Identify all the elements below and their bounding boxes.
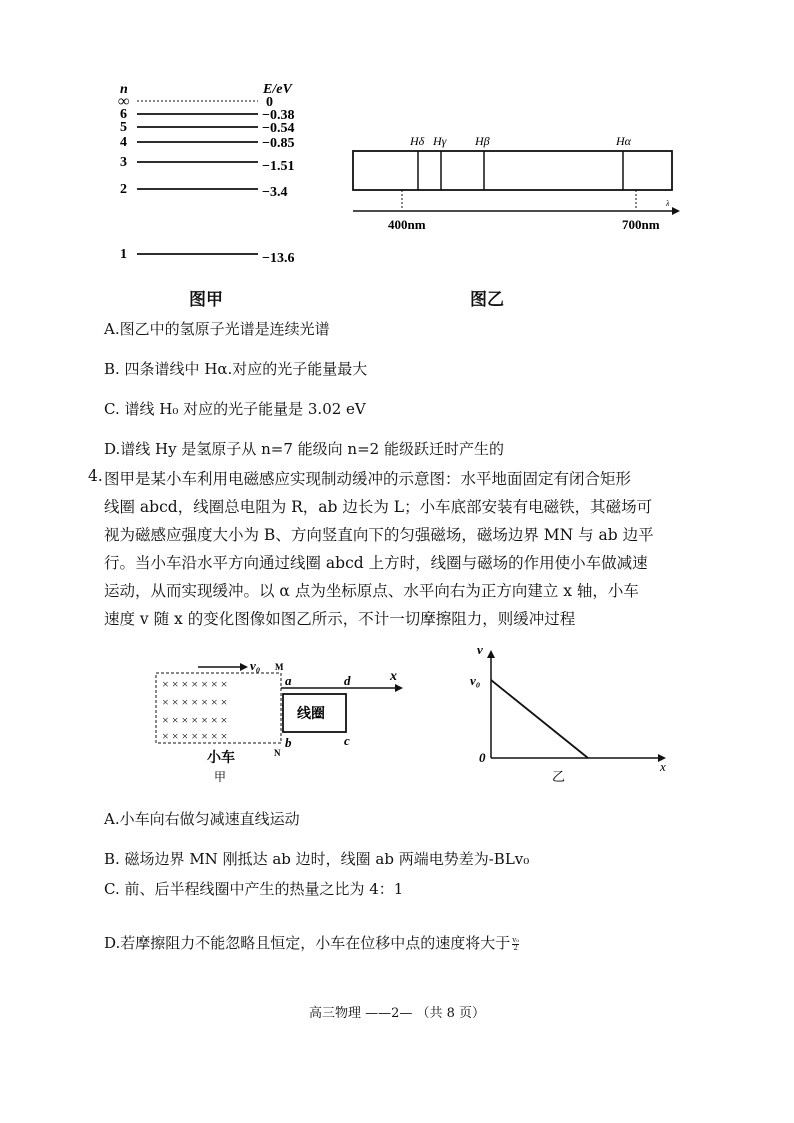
q4-number: 4.: [88, 467, 103, 485]
energy-axis-label: E/eV: [263, 82, 292, 97]
caption-jia: 甲: [214, 770, 227, 784]
label-h-gamma: Hγ: [433, 134, 447, 148]
q3-option-b: B. 四条谱线中 Hα.对应的光子能量最大: [104, 360, 368, 378]
q4-stem-line-6: 速度 v 随 x 的变化图像如图乙所示，不计一切摩擦阻力，则缓冲过程: [104, 610, 576, 628]
level-n-2: 2: [120, 182, 127, 197]
q4-option-a: A.小车向右做匀减速直线运动: [104, 810, 300, 828]
level-energy-4: −0.85: [262, 136, 295, 151]
field-cross-marks: [162, 677, 227, 743]
mark-400nm: 400nm: [388, 217, 426, 232]
svg-text:× × × × × × ×: × × × × × × ×: [162, 695, 228, 709]
label-a: a: [285, 673, 292, 688]
label-N: N: [274, 748, 281, 758]
x-axis-arrow: [395, 684, 403, 692]
q4-option-d: D.若摩擦阻力不能忽略且恒定，小车在位移中点的速度将大于: [104, 934, 511, 952]
q4-stem-line-4: 行。当小车沿水平方向通过线圈 abcd 上方时，线圈与磁场的作用使小车做减速: [104, 554, 648, 572]
car-label: 小车: [207, 751, 235, 766]
graph-v0-label: v₀: [470, 673, 481, 688]
q4-stem-line-1: 图甲是某小车利用电磁感应实现制动缓冲的示意图：水平地面固定有闭合矩形: [104, 470, 632, 488]
page-footer: 高三物理 ——2— （共 8 页）: [308, 1006, 486, 1021]
level-n-inf: ∞: [118, 93, 130, 110]
label-M: M: [275, 662, 284, 672]
fraction-v0-over-2: [512, 937, 519, 952]
q3-option-d: D.谱线 Hy 是氢原子从 n=7 能级向 n=2 能级跃迁时产生的: [104, 440, 504, 458]
level-energy-2: −3.4: [262, 185, 288, 200]
label-c: c: [344, 733, 350, 748]
level-energy-1: −13.6: [262, 251, 295, 266]
q4-stem-line-5: 运动，从而实现缓冲。以 α 点为坐标原点、水平向右为正方向建立 x 轴，小车: [104, 582, 639, 600]
axis-lambda-label: λ: [666, 199, 670, 208]
q4-stem-line-3: 视为磁感应强度大小为 B、方向竖直向下的匀强磁场，磁场边界 MN 与 ab 边平: [104, 526, 654, 544]
energy-level-diagram: [0, 0, 794, 300]
q4-stem-line-2: 线圈 abcd，线圈总电阻为 R，ab 边长为 L；小车底部安装有电磁铁，其磁场可: [104, 498, 653, 516]
velocity-graph: [470, 642, 666, 784]
graph-x-label: x: [660, 759, 666, 774]
v0-label: v₀: [250, 658, 261, 673]
label-h-alpha: Hα: [616, 134, 631, 148]
svg-text:× × × × × × ×: × × × × × × ×: [162, 677, 228, 691]
level-energy-3: −1.51: [262, 159, 295, 174]
velocity-arrow-head: [240, 663, 248, 671]
level-n-4: 4: [120, 135, 127, 150]
level-energy-inf: 0: [266, 95, 273, 110]
label-d: d: [344, 673, 351, 688]
level-n-6: 6: [120, 107, 127, 122]
fraction-denominator: 2: [513, 943, 518, 952]
graph-v-line: [491, 680, 588, 758]
spectrum-diagram: [353, 134, 680, 232]
svg-text:× × × × × × ×: × × × × × × ×: [162, 713, 228, 727]
level-energy-5: −0.54: [262, 121, 295, 136]
caption-figure-yi: 图乙: [470, 290, 504, 310]
label-h-beta: Hβ: [475, 134, 490, 148]
graph-v-label: v: [477, 642, 483, 657]
q3-option-a: A.图乙中的氢原子光谱是连续光谱: [104, 320, 330, 338]
level-n-5: 5: [120, 120, 127, 135]
x-axis-label: x: [390, 669, 397, 684]
spectrum-band: [353, 151, 672, 190]
caption-figure-jia: 图甲: [189, 290, 223, 310]
caption-yi: 乙: [552, 769, 566, 784]
wavelength-axis-arrow: [672, 207, 680, 215]
q4-option-c: C. 前、后半程线圈中产生的热量之比为 4：1: [104, 880, 404, 898]
level-energy-6: −0.38: [262, 108, 295, 123]
car-coil-diagram: [0, 640, 794, 810]
n-axis-label: n: [120, 82, 128, 97]
coil-label: 线圈: [297, 707, 325, 722]
q3-option-c: C. 谱线 H₀ 对应的光子能量是 3.02 eV: [104, 400, 366, 418]
svg-text:× × × × × × ×: × × × × × × ×: [162, 729, 228, 743]
label-b: b: [285, 735, 292, 750]
graph-origin: 0: [479, 750, 486, 765]
level-n-3: 3: [120, 155, 127, 170]
q4-option-d-wrap: [104, 932, 519, 953]
graph-y-arrow: [487, 650, 495, 658]
mark-700nm: 700nm: [622, 217, 660, 232]
level-n-1: 1: [120, 247, 127, 262]
label-h-delta: Hδ: [410, 134, 425, 148]
fraction-numerator: v₀: [512, 935, 520, 944]
q4-option-b: B. 磁场边界 MN 刚抵达 ab 边时，线圈 ab 两端电势差为-BLv₀: [104, 850, 530, 868]
